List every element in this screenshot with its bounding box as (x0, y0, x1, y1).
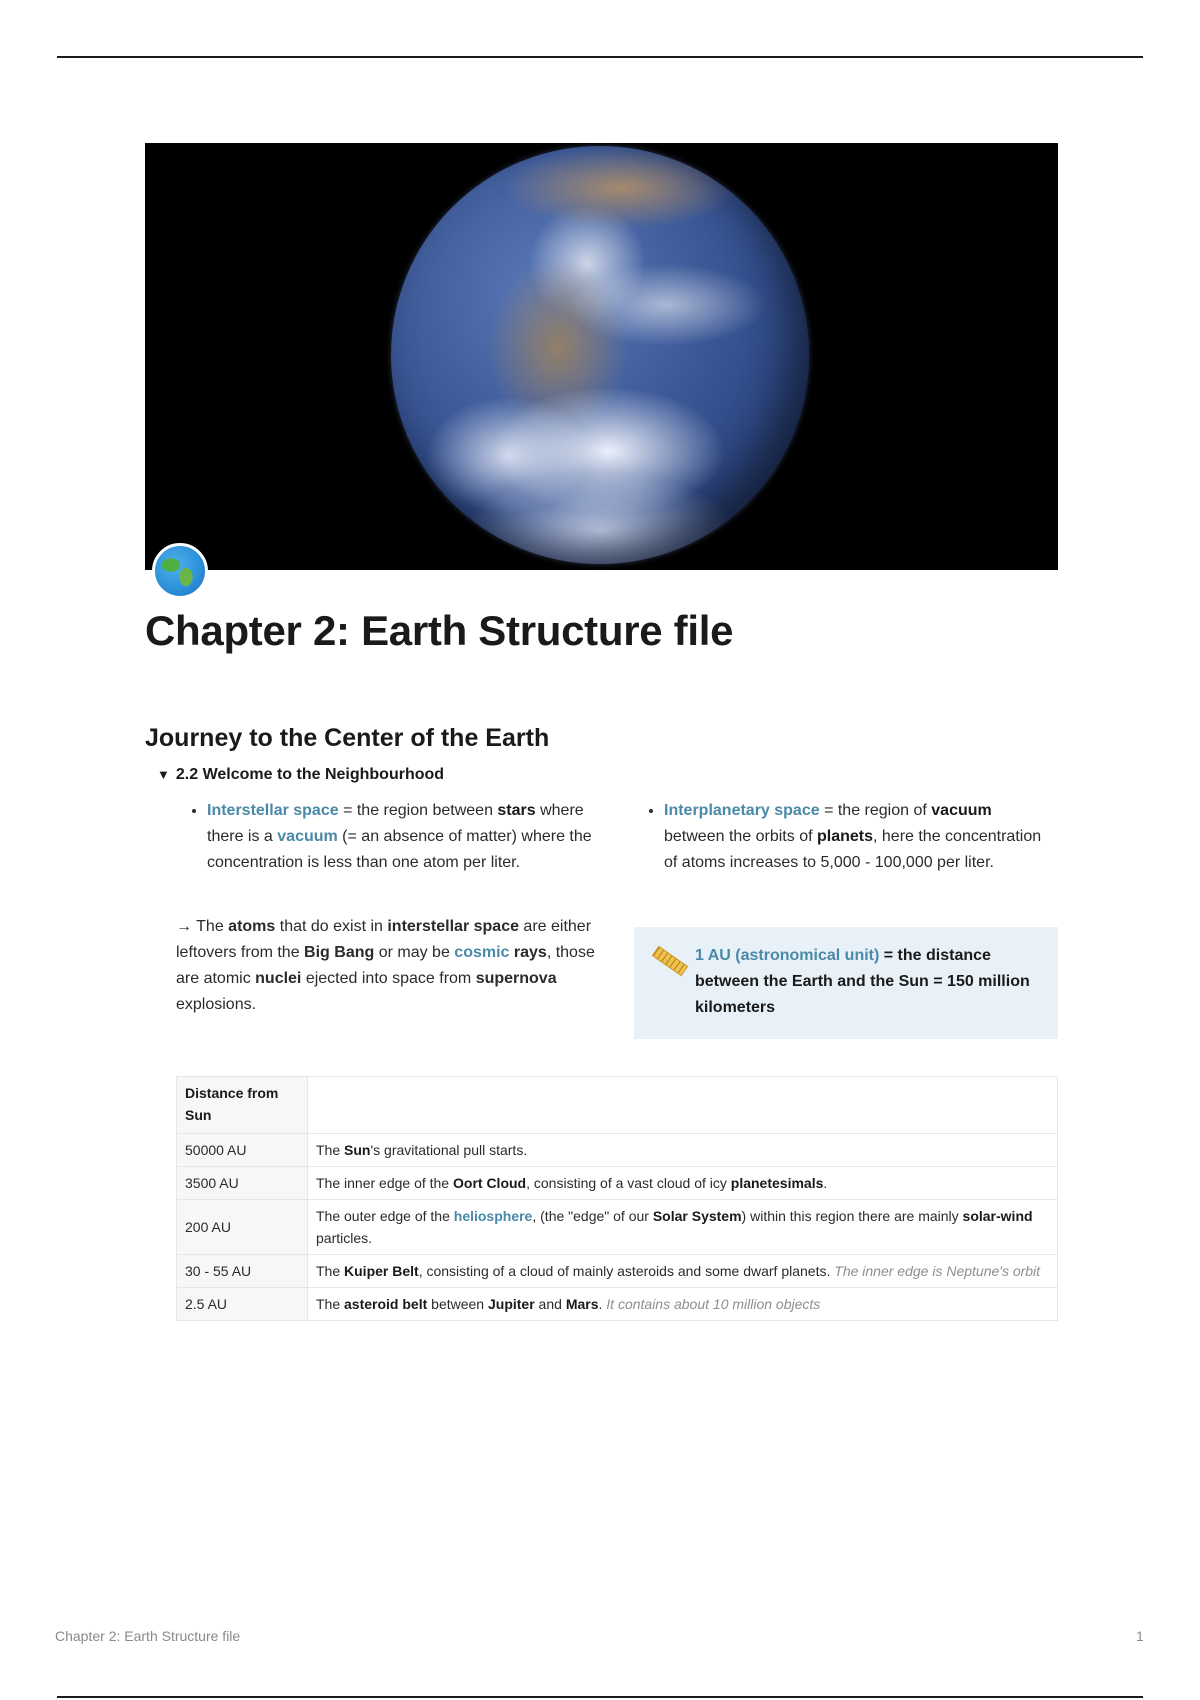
distance-table (176, 1076, 1058, 1321)
ruler-icon (652, 946, 688, 976)
footer-title: Chapter 2: Earth Structure file (55, 1628, 241, 1644)
list-item-interplanetary: • Interplanetary space = the region of vacuum between the orbits of planets, here the concentration of atoms increases to 5,000 - 100,000 per liter. (664, 798, 1053, 876)
description-cell: The inner edge of the Oort Cloud, consisting of a vast cloud of icy planetesimals. (308, 1167, 1058, 1200)
link-astronomical-unit[interactable]: 1 AU (astronomical unit) (695, 947, 880, 964)
description-cell: The asteroid belt between Jupiter and Mars. It contains about 10 million objects (308, 1288, 1058, 1321)
link-interplanetary-space[interactable]: Interplanetary space (664, 802, 820, 819)
table-header-row (177, 1077, 1058, 1134)
table-row (177, 1167, 1058, 1200)
footer-rule (57, 1696, 1143, 1698)
cover-image (145, 143, 1058, 570)
earth-photo (391, 146, 809, 564)
description-cell: The Kuiper Belt, consisting of a cloud of mainly asteroids and some dwarf planets. The inner edge is Neptune's orbit (308, 1255, 1058, 1288)
description-cell: The Sun's gravitational pull starts. (308, 1134, 1058, 1167)
distance-cell: 3500 AU (177, 1167, 308, 1200)
description-cell: The outer edge of the heliosphere, (the "edge" of our Solar System) within this region there are mainly solar-wind particles. (308, 1200, 1058, 1255)
section-heading: Journey to the Center of the Earth (145, 724, 550, 752)
link-interstellar-space[interactable]: Interstellar space (207, 802, 339, 819)
header-rule (57, 56, 1143, 58)
link-cosmic[interactable]: cosmic (454, 944, 510, 961)
table-note: It contains about 10 million objects (606, 1296, 821, 1312)
list-item-interstellar: • Interstellar space = the region between stars where there is a vacuum (= an absence of matter) where the concentration is less than one atom per liter. (207, 798, 606, 876)
table-header-description (308, 1077, 1058, 1134)
link-vacuum[interactable]: vacuum (277, 828, 338, 845)
table-row (177, 1200, 1058, 1255)
distance-cell: 50000 AU (177, 1134, 308, 1167)
toggle-triangle-icon[interactable]: ▼ (157, 767, 170, 782)
table-row (177, 1288, 1058, 1321)
table-row (177, 1134, 1058, 1167)
table-header-distance: Distance from Sun (177, 1077, 308, 1134)
atoms-paragraph: → The atoms that do exist in interstellar space are either leftovers from the Big Bang or may be cosmic rays, those are atomic nuclei ejected into space from supernova explosions. (176, 918, 595, 1013)
toggle-welcome-neighbourhood[interactable] (157, 766, 444, 784)
au-callout (634, 927, 1058, 1039)
callout-text: 1 AU (astronomical unit) = the distance between the Earth and the Sun = 150 million kilometers (695, 947, 1030, 1016)
distance-cell: 200 AU (177, 1200, 308, 1255)
table-note: The inner edge is Neptune's orbit (834, 1263, 1041, 1279)
distance-cell: 2.5 AU (177, 1288, 308, 1321)
page-title: Chapter 2: Earth Structure file (145, 607, 734, 654)
globe-icon (152, 543, 208, 599)
left-column (176, 798, 606, 876)
distance-cell: 30 - 55 AU (177, 1255, 308, 1288)
toggle-label: 2.2 Welcome to the Neighbourhood (175, 766, 445, 783)
link-heliosphere[interactable]: heliosphere (453, 1208, 533, 1224)
table-row (177, 1255, 1058, 1288)
right-column (633, 798, 1053, 876)
page-number: 1 (1136, 1628, 1144, 1644)
